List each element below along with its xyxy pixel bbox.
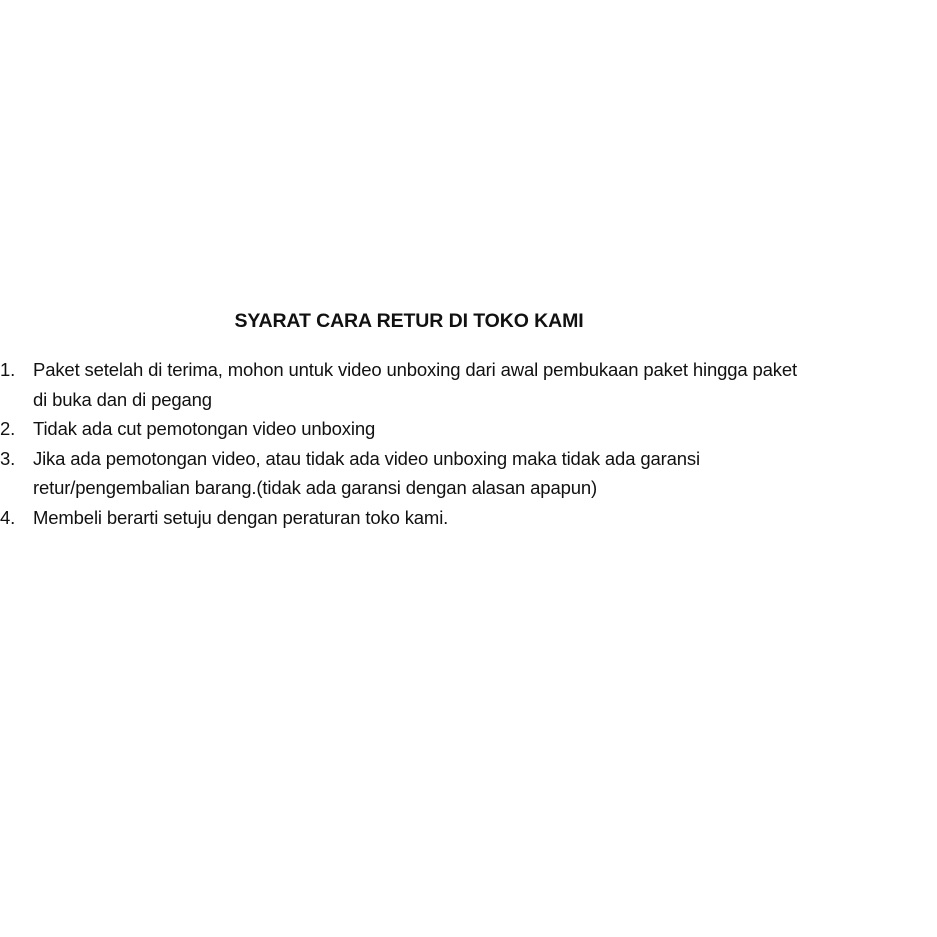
list-item-text [33, 503, 880, 533]
list-item-line: Tidak ada cut pemotongan video unboxing [33, 418, 376, 439]
list-item [0, 444, 880, 503]
list-item [0, 355, 880, 414]
list-item-line: di buka dan di pegang [33, 388, 212, 410]
list-item-text [33, 355, 880, 414]
list-item [0, 503, 880, 533]
document-title: SYARAT CARA RETUR DI TOKO KAMI [234, 310, 584, 332]
list-item [0, 414, 880, 444]
list-item-number: 2. [0, 418, 16, 439]
list-item-line: retur/pengembalian barang.(tidak ada garansi dengan alasan apapun) [33, 477, 598, 498]
list-item-line: Paket setelah di terima, mohon untuk video unboxing dari awal pembukaan paket hingga paket [33, 359, 798, 380]
list-item-number: 1. [0, 359, 16, 380]
list-item-line: Jika ada pemotongan video, atau tidak ada video unboxing maka tidak ada garansi [33, 447, 700, 469]
list-item-line: Membeli berarti setuju dengan peraturan toko kami. [33, 506, 449, 528]
rules-list [0, 355, 880, 532]
list-item-number: 3. [0, 447, 16, 469]
list-item-text [33, 444, 880, 503]
list-item-number: 4. [0, 506, 16, 528]
list-item-text [33, 414, 880, 444]
